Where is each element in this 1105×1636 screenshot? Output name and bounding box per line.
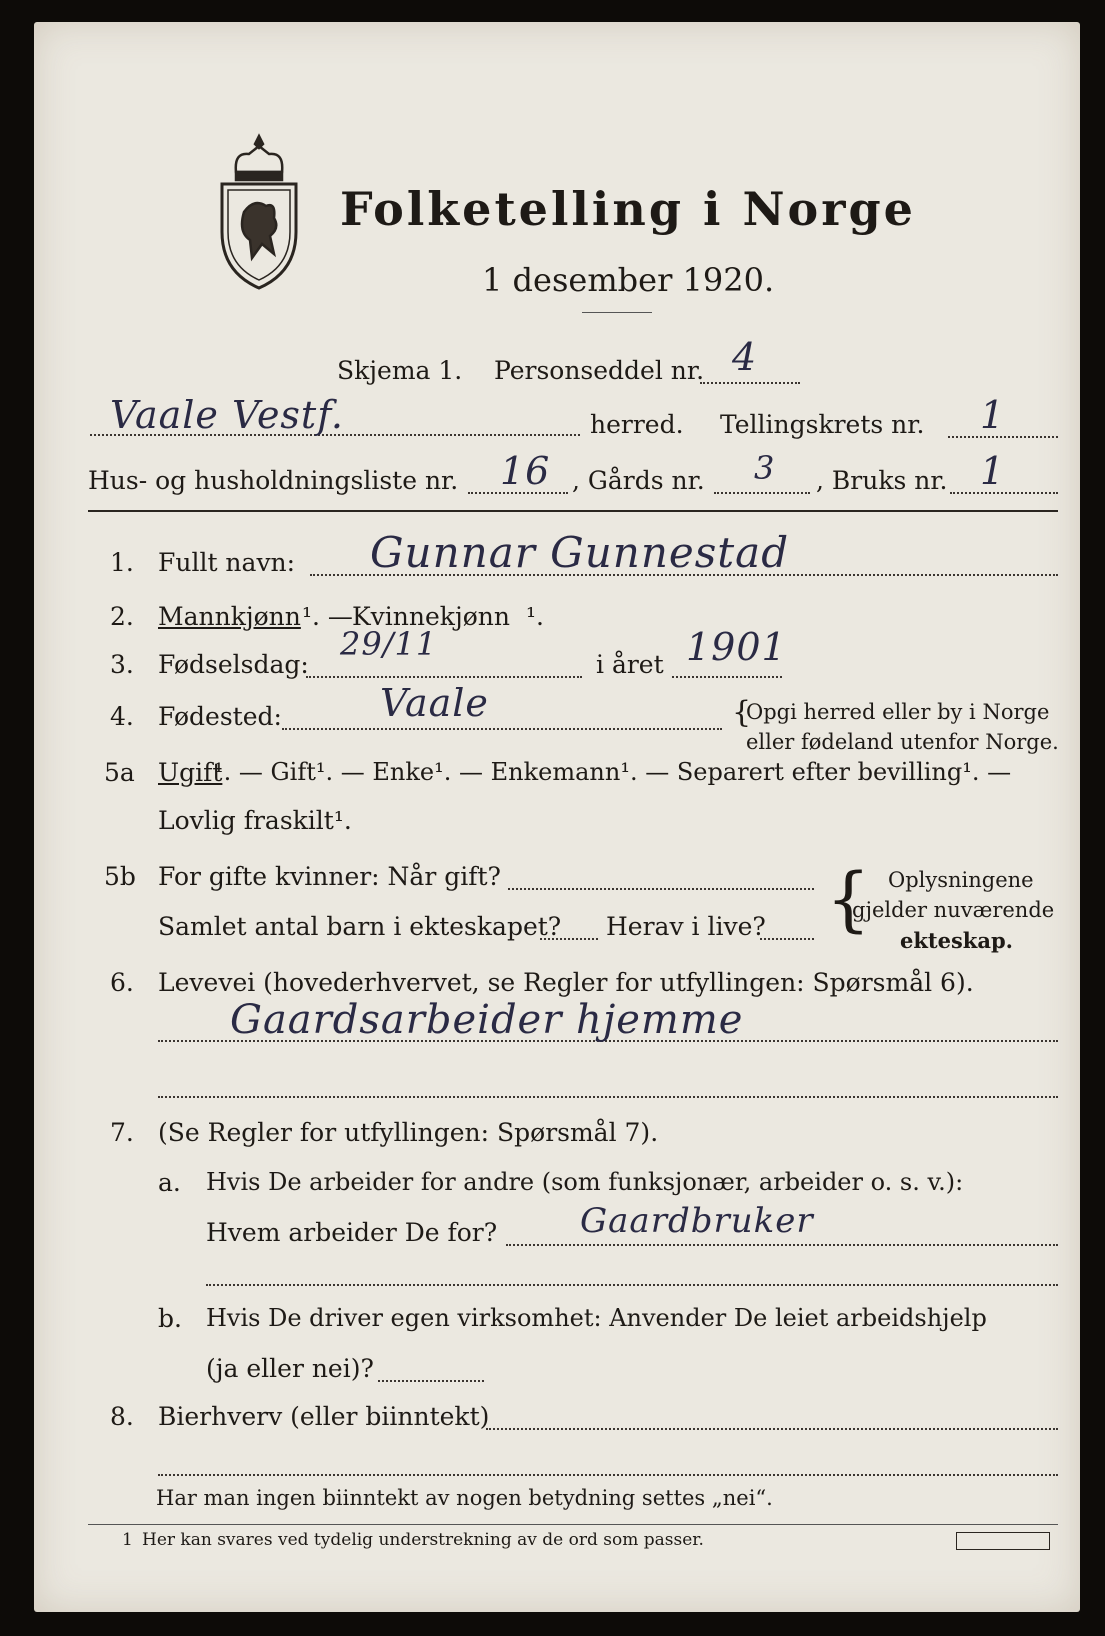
husliste-value: 16 xyxy=(500,449,551,493)
q5b-note2: gjelder nuværende xyxy=(852,898,1055,922)
q3-label: Fødselsdag: xyxy=(158,650,309,679)
q4-line xyxy=(282,728,722,730)
q6-line2 xyxy=(158,1096,1058,1098)
q7a-question: Hvem arbeider De for? xyxy=(206,1218,498,1247)
bruks-label: , Bruks nr. xyxy=(816,466,948,495)
skjema-label: Skjema 1. xyxy=(337,356,463,385)
q5b-label3: Herav i live? xyxy=(606,912,766,941)
q5a-ugift-underlined: Ugift xyxy=(158,758,223,787)
gards-line xyxy=(714,492,810,494)
tellingskrets-label: Tellingskrets nr. xyxy=(720,410,925,439)
q3-line xyxy=(306,676,582,678)
q2-mannkjonn-underlined: Mannkjønn xyxy=(158,602,301,631)
q8-label: Bierhverv (eller biinntekt) xyxy=(158,1402,490,1431)
q4-note-line1: Opgi herred eller by i Norge xyxy=(746,700,1050,724)
q4-number: 4. xyxy=(110,702,134,731)
q3-value: 29/11 xyxy=(340,625,438,663)
personseddel-line xyxy=(700,382,800,384)
footer-rule xyxy=(88,1524,1058,1525)
q7b-question: (ja eller nei)? xyxy=(206,1354,374,1383)
q7a-label: Hvis De arbeider for andre (som funksjonær, arbeider o. s. v.): xyxy=(206,1168,964,1196)
q7-number: 7. xyxy=(110,1118,134,1147)
gards-label: , Gårds nr. xyxy=(572,466,705,495)
personseddel-value: 4 xyxy=(732,335,758,379)
q5b-note1: Oplysningene xyxy=(888,868,1034,892)
q7b-label: Hvis De driver egen virksomhet: Anvender De leiet arbeidshjelp xyxy=(206,1304,987,1332)
form-title: Folketelling i Norge xyxy=(340,182,916,236)
q8-number: 8. xyxy=(110,1402,134,1431)
q2-kvinnekjonn: Kvinnekjønn xyxy=(352,602,510,631)
q5a-line2: Lovlig fraskilt¹. xyxy=(158,806,352,835)
q8-line2 xyxy=(158,1474,1058,1476)
q4-note-line2: eller fødeland utenfor Norge. xyxy=(746,730,1059,754)
q5b-line2 xyxy=(540,938,598,940)
q5b-label1: For gifte kvinner: Når gift? xyxy=(158,862,501,891)
q5b-label2: Samlet antal barn i ekteskapet? xyxy=(158,912,562,941)
tellingskrets-value: 1 xyxy=(980,393,1006,437)
q4-brace: { xyxy=(732,695,752,730)
husliste-label: Hus- og husholdningsliste nr. xyxy=(88,466,459,495)
q3-number: 3. xyxy=(110,650,134,679)
q7a-line2 xyxy=(206,1284,1058,1286)
q5b-line1 xyxy=(508,888,814,890)
q5b-brace: { xyxy=(826,858,871,940)
herred-label: herred. xyxy=(590,410,684,439)
bruks-value: 1 xyxy=(980,449,1006,493)
printer-stamp xyxy=(956,1532,1050,1550)
q4-value: Vaale xyxy=(380,681,489,725)
q6-label: Levevei (hovederhvervet, se Regler for utfyllingen: Spørsmål 6). xyxy=(158,968,974,997)
q3-aaret-label: i året xyxy=(596,650,664,679)
title-rule xyxy=(582,312,652,313)
q6-value: Gaardsarbeider hjemme xyxy=(230,997,744,1043)
q7a-line1 xyxy=(506,1244,1058,1246)
q5b-number: 5b xyxy=(104,862,136,891)
q7a-number: a. xyxy=(158,1168,181,1197)
q1-label: Fullt navn: xyxy=(158,548,296,577)
q5b-note3: ekteskap. xyxy=(900,928,1013,953)
coat-of-arms-icon xyxy=(214,132,304,292)
q6-number: 6. xyxy=(110,968,134,997)
q1-value: Gunnar Gunnestad xyxy=(370,528,790,577)
header-divider xyxy=(88,510,1058,512)
q1-number: 1. xyxy=(110,548,134,577)
q5a-options: ¹. — Gift¹. — Enke¹. — Enkemann¹. — Separert efter bevilling¹. — xyxy=(214,758,1012,786)
q7-label: (Se Regler for utfyllingen: Spørsmål 7). xyxy=(158,1118,659,1147)
q2-separator: ¹. — xyxy=(302,602,353,631)
q7a-value: Gaardbruker xyxy=(580,1201,814,1241)
q5a-number: 5a xyxy=(104,758,135,787)
gards-value: 3 xyxy=(754,449,776,487)
footer-note: Har man ingen biinntekt av nogen betydning settes „nei“. xyxy=(156,1486,773,1510)
q3-aaret-value: 1901 xyxy=(686,625,787,669)
footnote-number: 1 xyxy=(122,1530,133,1550)
q8-line1 xyxy=(486,1428,1058,1430)
census-date: 1 desember 1920. xyxy=(482,261,775,299)
q2-end: ¹. xyxy=(526,602,544,631)
personseddel-label: Personseddel nr. xyxy=(494,356,705,385)
q7b-line xyxy=(378,1380,484,1382)
herred-value: Vaale Vestf. xyxy=(110,393,344,437)
q2-number: 2. xyxy=(110,602,134,631)
q3-aaret-line xyxy=(672,676,782,678)
q7b-number: b. xyxy=(158,1304,182,1333)
q5b-line3 xyxy=(760,938,814,940)
footnote-text: Her kan svares ved tydelig understrekning av de ord som passer. xyxy=(142,1530,704,1550)
q4-label: Fødested: xyxy=(158,702,282,731)
